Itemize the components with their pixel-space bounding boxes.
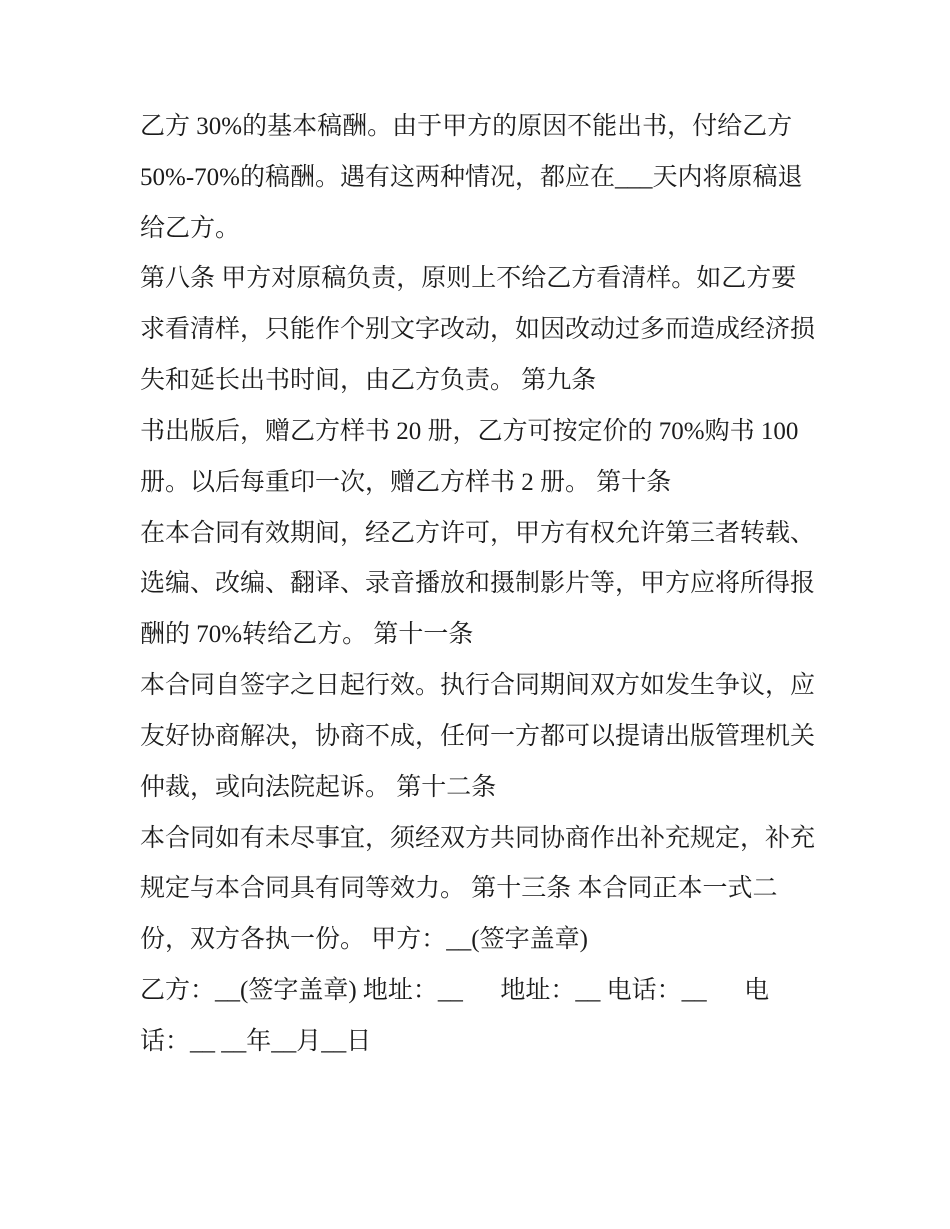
document-line: 规定与本合同具有同等效力。 第十三条 本合同正本一式二 <box>140 875 778 903</box>
document-line: 册。以后每重印一次，赠乙方样书 2 册。 第十条 <box>140 468 672 496</box>
document-line: 酬的 70%转给乙方。 第十一条 <box>140 621 474 649</box>
document-line: 乙方：__(签字盖章) 地址：__ 地址：__ 电话：__ 电 <box>140 977 770 1005</box>
document-line: 乙方 30%的基本稿酬。由于甲方的原因不能出书，付给乙方 <box>140 113 793 140</box>
document-line: 友好协商解决，协商不成，任何一方都可以提请出版管理机关 <box>140 722 816 750</box>
document-line: 在本合同有效期间，经乙方许可，甲方有权允许第三者转载、 <box>140 519 816 547</box>
document-line: 失和延长出书时间，由乙方负责。 第九条 <box>140 367 597 395</box>
document-line: 本合同自签字之日起行效。执行合同期间双方如发生争议，应 <box>140 672 816 700</box>
document-line: 份，双方各执一份。 甲方：__(签字盖章) <box>140 926 588 954</box>
document-line: 仲裁，或向法院起诉。 第十二条 <box>140 773 497 801</box>
document-line: 书出版后，赠乙方样书 20 册，乙方可按定价的 70%购书 100 <box>140 417 799 445</box>
document-line: 求看清样，只能作个别文字改动，如因改动过多而造成经济损 <box>140 316 816 344</box>
document-line: 话：__ __年__月__日 <box>140 1027 372 1055</box>
document-line: 50%-70%的稿酬。遇有这两种情况，都应在___天内将原稿退 <box>140 163 803 191</box>
document-line: 第八条 甲方对原稿负责，原则上不给乙方看清样。如乙方要 <box>140 265 797 293</box>
document-line: 给乙方。 <box>140 214 241 242</box>
document-line: 本合同如有未尽事宜，须经双方共同协商作出补充规定，补充 <box>140 824 816 852</box>
document-line: 选编、改编、翻译、录音播放和摄制影片等，甲方应将所得报 <box>140 570 816 598</box>
contract-text <box>140 102 840 1068</box>
